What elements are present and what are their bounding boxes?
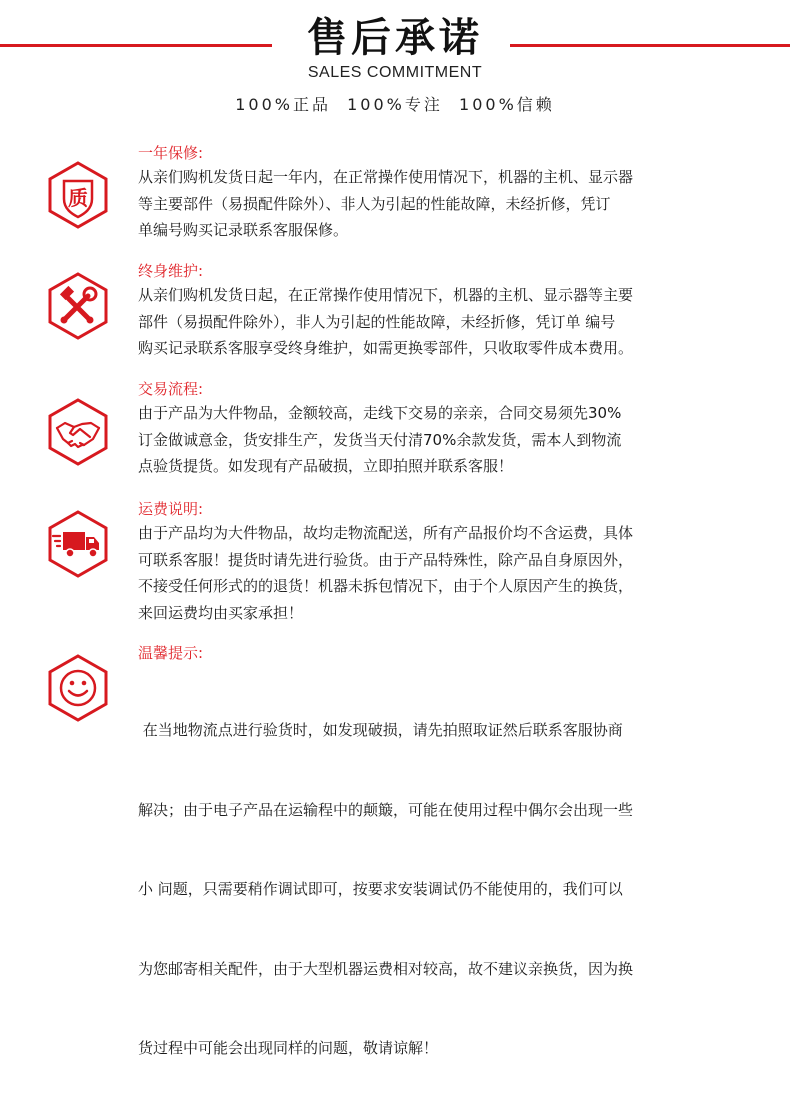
- smiley-face-icon: [44, 654, 112, 722]
- body-line: 购买记录联系客服享受终身维护，如需更换零部件，只收取零件成本费用。: [138, 339, 634, 357]
- page-title: 售后承诺: [307, 15, 483, 61]
- body-line: 为您邮寄相关配件，由于大型机器运费相对较高，故不建议亲换货，因为换: [138, 959, 634, 978]
- slogan: 100%正品 100%专注 100%信赖: [235, 95, 555, 114]
- section-heading: 终身维护:: [138, 262, 204, 280]
- body-line: 部件（易损配件除外），非人为引起的性能故障，未经折修，凭订单 编号: [138, 312, 616, 331]
- body-line: 由于产品均为大件物品，故均走物流配送，所有产品报价均不含运费，具体: [138, 524, 634, 542]
- body-line: 从亲们购机发货日起一年内，在正常操作使用情况下，机器的主机、显示器: [138, 168, 634, 186]
- repair-tools-icon: [44, 272, 112, 340]
- body-line: 订金做诚意金，货安排生产，发货当天付清70%余款发货，需本人到物流: [138, 430, 622, 449]
- body-line: 解决；由于电子产品在运输程中的颠簸，可能在使用过程中偶尔会出现一些: [138, 800, 634, 819]
- body-line: 来回运费均由买家承担！: [138, 603, 304, 622]
- handshake-icon: [44, 398, 112, 466]
- quality-badge-icon: [44, 161, 112, 229]
- body-line: 等主要部件（易损配件除外）、非人为引起的性能故障，未经折修，凭订: [138, 194, 611, 213]
- body-line: 不接受任何形式的的退货！机器未拆包情况下，由于个人原因产生的换货，: [138, 577, 634, 595]
- section-body: [138, 164, 748, 244]
- delivery-truck-icon: [44, 510, 112, 578]
- section-heading: 一年保修:: [138, 144, 204, 162]
- section-heading: 运费说明:: [138, 500, 204, 518]
- section-heading: 交易流程:: [138, 380, 204, 398]
- section-body: [138, 520, 748, 626]
- body-line: 在当地物流点进行验货时，如发现破损，请先拍照取证然后联系客服协商: [138, 721, 623, 739]
- body-line: 小 问题，只需要稍作调试即可，按要求安装调试仍不能使用的，我们可以: [138, 880, 623, 898]
- body-line: 货过程中可能会出现同样的问题，敬请谅解！: [138, 1039, 439, 1057]
- section-body: [138, 400, 748, 480]
- body-line: 从亲们购机发货日起，在正常操作使用情况下，机器的主机、显示器等主要: [138, 286, 634, 304]
- section-body: [138, 282, 748, 362]
- section-heading: 温馨提示:: [138, 644, 204, 662]
- section-body: [138, 664, 748, 1115]
- body-line: 单编号购买记录联系客服保修。: [138, 221, 349, 239]
- body-line: 点验货提货。如发现有产品破损，立即拍照并联系客服！: [138, 457, 514, 475]
- page-subtitle: SALES COMMITMENT: [307, 64, 483, 81]
- body-line: 可联系客服！提货时请先进行验货。由于产品特殊性，除产品自身原因外，: [138, 550, 634, 569]
- page-header: [0, 0, 790, 125]
- svg-text:质: 质: [68, 186, 88, 210]
- body-line: 由于产品为大件物品，金额较高，走线下交易的亲亲，合同交易须先30%: [138, 404, 622, 422]
